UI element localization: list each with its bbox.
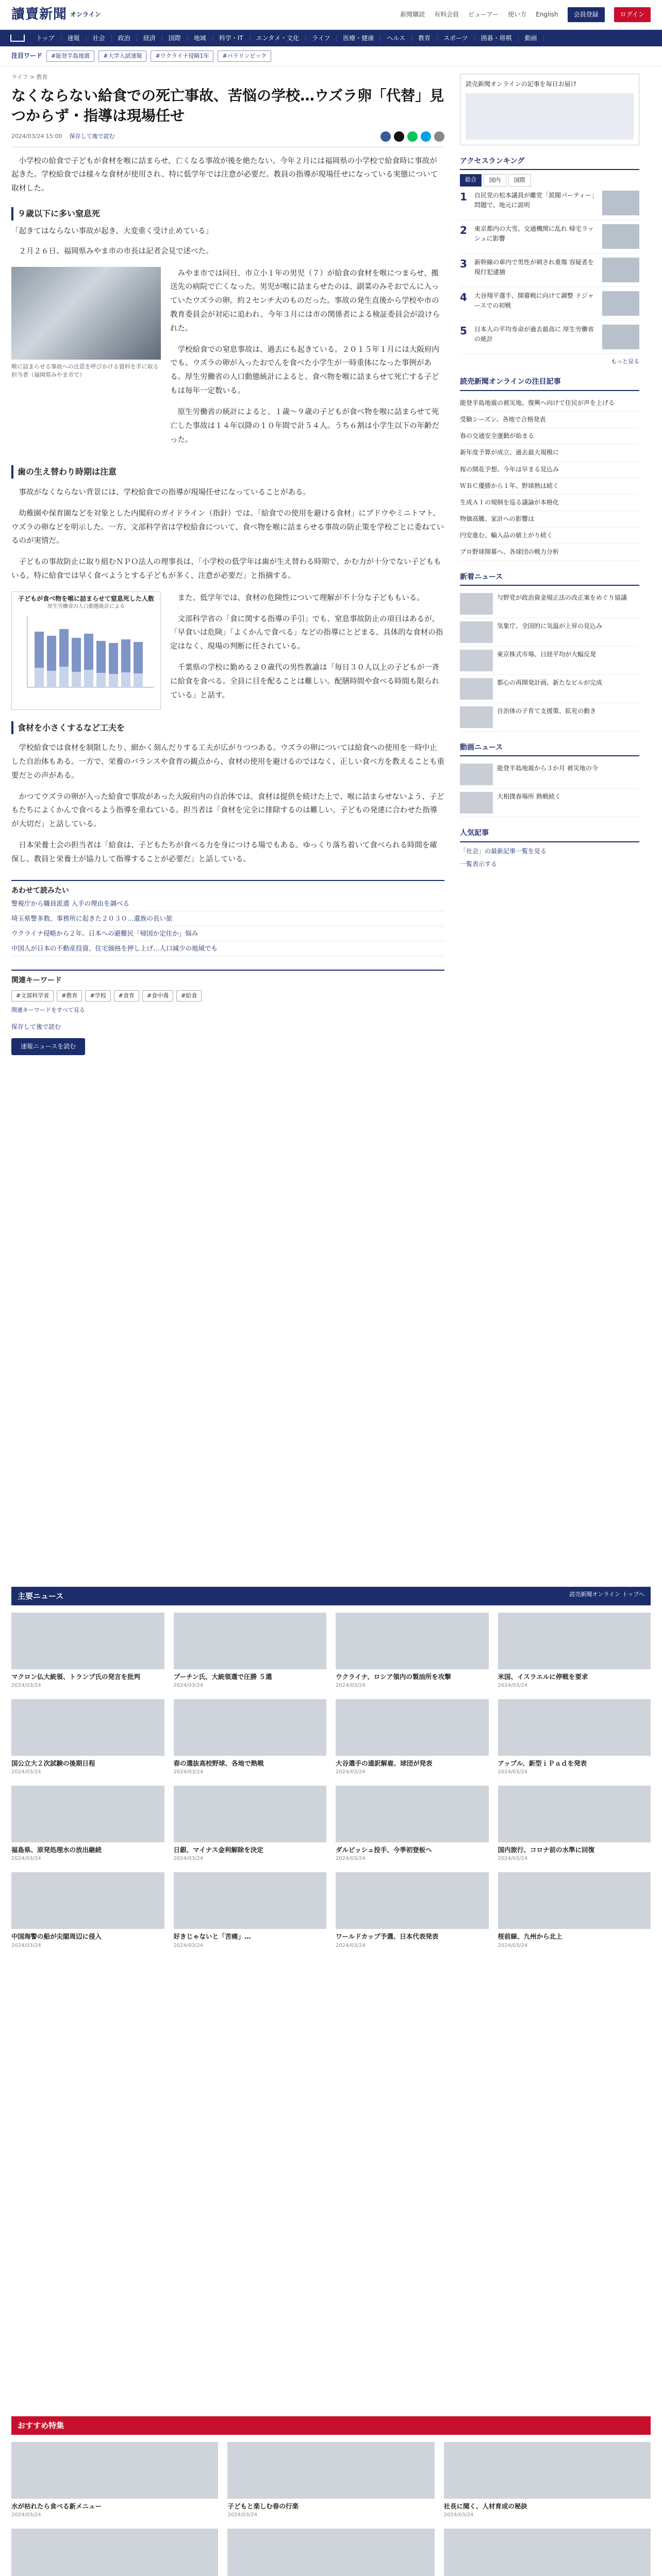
x-icon[interactable] xyxy=(394,131,404,142)
article-photo xyxy=(11,267,161,454)
popular-link[interactable]: 「社会」の最新記事一覧を見る xyxy=(460,847,547,855)
rank-thumbnail xyxy=(602,291,639,316)
chart-box xyxy=(11,591,161,710)
card-image xyxy=(11,1786,164,1842)
card-title: 福島県、原発処理水の放出継続 xyxy=(11,1846,102,1854)
news-card[interactable] xyxy=(336,1699,489,1776)
card-date: 2024/03/24 xyxy=(11,1769,41,1775)
card-image xyxy=(498,1872,651,1929)
share-buttons xyxy=(380,131,444,142)
breadcrumb[interactable]: ライフ > 教育 xyxy=(11,73,48,80)
video-title: 大相撲春場所 熱戦続く xyxy=(497,793,561,801)
nav-item[interactable]: トップ xyxy=(30,35,61,42)
rank-number: 5 xyxy=(460,324,467,337)
nav-item[interactable]: 科学・IT xyxy=(213,35,250,42)
news-card[interactable] xyxy=(336,1613,489,1690)
card-date: 2024/03/24 xyxy=(498,1856,528,1862)
related-list xyxy=(11,896,444,956)
header-link[interactable]: 有料会員 xyxy=(434,10,459,18)
pick-item[interactable]: 生成ＡＩの規制を巡る議論が本格化 xyxy=(460,495,639,511)
card-title: マクロン仏大統領、トランプ氏の発言を批判 xyxy=(11,1673,141,1681)
header-link[interactable]: 新聞購読 xyxy=(400,10,425,18)
news-item[interactable] xyxy=(460,590,639,618)
nav-item[interactable]: 医療・健康 xyxy=(337,35,380,42)
main-news-heading xyxy=(11,1587,651,1605)
trend-tag[interactable]: #能登半島地震 xyxy=(46,50,94,62)
news-title: 与野党が政治資金規正法の改正案をめぐり協議 xyxy=(497,594,627,602)
news-thumbnail xyxy=(460,621,493,643)
header-link[interactable]: 使い方 xyxy=(508,10,527,18)
line-icon[interactable] xyxy=(407,131,418,142)
keyword-more-link[interactable]: 関連キーワードをすべて見る xyxy=(11,1006,85,1013)
recommend-heading xyxy=(11,2416,651,2435)
chart-row xyxy=(11,591,444,710)
keyword-tag[interactable]: #食中毒 xyxy=(142,990,173,1002)
nav-item[interactable]: スポーツ xyxy=(437,35,475,42)
card-image xyxy=(227,2529,434,2576)
related-link[interactable]: 埼玉県警多数、事務所に起きた２０３０…遺族の長い旅 xyxy=(11,911,444,926)
ranking-tabs xyxy=(460,174,639,187)
card-date: 2024/03/24 xyxy=(498,1942,528,1948)
news-card[interactable] xyxy=(444,2529,651,2576)
bookmark-link[interactable]: 保存して後で読む xyxy=(11,1023,61,1030)
pick-item[interactable]: 物価高騰、家計への影響は xyxy=(460,511,639,528)
rank-number: 1 xyxy=(460,190,467,203)
top-header xyxy=(0,0,662,30)
rank-thumbnail xyxy=(602,191,639,215)
nav-item[interactable]: 動画 xyxy=(519,35,544,42)
card-image xyxy=(11,1613,164,1669)
sidebar xyxy=(460,66,639,1055)
card-title: 桜前線、九州から北上 xyxy=(498,1933,562,1941)
pick-item[interactable]: 受験シーズン、各地で合格発表 xyxy=(460,412,639,428)
card-date: 2024/03/24 xyxy=(11,1683,41,1689)
related-heading: あわせて読みたい xyxy=(11,880,444,896)
article-title: なくならない給食での死亡事故、苦悩の学校…ウズラ卵「代替」見つからず・指導は現場任せ xyxy=(11,87,444,125)
ranking-item[interactable] xyxy=(460,220,639,253)
card-date: 2024/03/24 xyxy=(227,2512,257,2518)
news-title: 東京株式市場、日経平均が大幅反発 xyxy=(497,651,597,658)
paragraph: 学校給食での窒息事故は、過去にも起きている。２０１５年１月には大阪府内でも、ウズラの卵が入ったおでんを食べた小学生が一時重体になった事例がある。厚生労働省の人口動態統計によると、食べ物を喉に詰まらせて死亡する子どもは毎年一定数いる。 xyxy=(170,345,439,396)
nav-item[interactable]: 教育 xyxy=(412,35,437,42)
news-card[interactable] xyxy=(11,1872,164,1950)
quote: 「起きてはならない事故が起き、大変重く受け止めている」 xyxy=(11,227,213,235)
rank-number: 2 xyxy=(460,224,467,236)
card-date: 2024/03/24 xyxy=(173,1769,204,1775)
header-link[interactable]: English xyxy=(536,10,558,18)
card-date: 2024/03/24 xyxy=(336,1942,366,1948)
paragraph: 千葉県の学校に勤める２０歳代の男性教諭は「毎日３０人以上の子どもが一斉に給食を食べる。全員に目を配ることは難しい。配膳時間や食べる時間も限られている」と話す。 xyxy=(170,664,439,700)
pick-item[interactable]: ＷＢＣ優勝から１年、野球熱は続く xyxy=(460,478,639,495)
paragraph: また、低学年では、食材の危険性について理解が不十分な子どももいる。 xyxy=(177,594,424,602)
card-date: 2024/03/24 xyxy=(498,1769,528,1775)
subheading: 歯の生え替わり時期は注意 xyxy=(11,465,444,479)
ranking-tab[interactable]: 国内 xyxy=(484,174,506,187)
card-date: 2024/03/24 xyxy=(173,1683,204,1689)
rank-title: 日本人の平均寿命が過去最高に 厚生労働省の統計 xyxy=(474,325,594,343)
rank-thumbnail xyxy=(602,325,639,349)
nav-item[interactable]: 国際 xyxy=(162,35,188,42)
new-news-heading: 新着ニュース xyxy=(460,571,639,586)
chart-bar xyxy=(72,672,81,687)
site-logo[interactable]: 讀賣新聞 xyxy=(11,6,68,22)
card-image xyxy=(336,1613,489,1669)
card-date: 2024/03/24 xyxy=(173,1942,204,1948)
article-main xyxy=(11,66,444,1055)
card-image xyxy=(174,1786,327,1842)
popular-heading: 人気記事 xyxy=(460,827,639,842)
chart-source: 厚生労働省の人口動態統計による xyxy=(47,604,125,610)
news-button[interactable]: 速報ニュースを読む xyxy=(11,1038,85,1055)
news-card[interactable] xyxy=(174,1872,327,1950)
card-title: アップル、新型ｉＰａｄを発表 xyxy=(498,1759,587,1768)
card-title: 米国、イスラエルに停戦を要求 xyxy=(498,1673,588,1681)
header-links xyxy=(400,7,651,22)
rank-title: 新幹線の車内で男性が刺され重傷 容疑者を現行犯逮捕 xyxy=(474,258,594,276)
article-meta xyxy=(11,131,444,147)
nav-item[interactable]: ライフ xyxy=(306,35,337,42)
news-card[interactable] xyxy=(336,1786,489,1863)
more-link[interactable]: 一覧表示する xyxy=(460,860,498,868)
video-thumbnail xyxy=(460,792,493,814)
chart-bar xyxy=(96,673,106,687)
news-title: 都心の再開発計画、新たなビルが完成 xyxy=(497,679,603,687)
logo-subtitle: オンライン xyxy=(70,10,101,18)
video-list xyxy=(460,760,639,817)
nav-item[interactable]: 政治 xyxy=(112,35,137,42)
news-item[interactable] xyxy=(460,647,639,675)
news-item[interactable] xyxy=(460,618,639,647)
card-title: 水が枯れたら食べる新メニュー xyxy=(11,2502,102,2510)
card-image xyxy=(174,1613,327,1669)
news-title: 自治体の子育て支援策、拡充の動き xyxy=(497,707,597,715)
pick-item[interactable]: 能登半島地震の被災地、復興へ向けて住民が声を上げる xyxy=(460,395,639,412)
chart-bar xyxy=(84,670,93,687)
pick-item[interactable]: プロ野球開幕へ、各球団の戦力分析 xyxy=(460,544,639,561)
register-button[interactable]: 会員登録 xyxy=(568,7,605,22)
paragraph: 原生労働省の統計によると、１歳～９歳の子どもが食べ物を喉に詰まらせて死亡した事故は１４年以降の１０年間で計５４人。うち６割は小学生以下の年齢だった。 xyxy=(170,408,439,444)
video-item[interactable] xyxy=(460,760,639,789)
paragraph: 小学校の給食で子どもが食材を喉に詰まらせ、亡くなる事故が後を絶たない。今年２月には福岡県の小学校で給食時に事故が起きた。学校給食では様々な食材が使用され、特に低学年では注意が必要だ。教員の指導が現場任せになっている実態について取材した。 xyxy=(11,157,438,193)
news-card[interactable] xyxy=(227,2529,434,2576)
content-wrap xyxy=(0,66,662,1055)
video-item[interactable] xyxy=(460,789,639,817)
card-date: 2024/03/24 xyxy=(11,2512,41,2518)
video-title: 能登半島地震から３か月 被災地の今 xyxy=(497,765,598,772)
card-title: 国公立大２次試験の後期日程 xyxy=(11,1759,95,1768)
rank-number: 3 xyxy=(460,257,467,270)
card-title: 春の選抜高校野球、各地で熱戦 xyxy=(173,1759,264,1768)
card-title: ダルビッシュ投手、今季初登板へ xyxy=(336,1846,432,1854)
keyword-tag[interactable]: #教育 xyxy=(57,990,82,1002)
card-image xyxy=(227,2442,434,2499)
card-title: 大谷選手の通訳解雇、球団が発表 xyxy=(336,1759,433,1768)
pick-item[interactable]: 円安進む、輸入品の値上がり続く xyxy=(460,528,639,544)
paragraph: 幼稚園や保育園などを対象とした内閣府のガイドライン（指針）では、「給食での使用を避ける食材」にブドウやミニトマト、ウズラの卵などを明示した。一方、文部科学省は学校給食について、食べ物を喉に詰まらせる事故の防止策を学校ごとに委ねているのが実情だ。 xyxy=(11,509,444,546)
card-title: 社長に聞く、人材育成の秘訣 xyxy=(443,2502,527,2510)
card-title: ウクライナ、ロシア領内の製油所を攻撃 xyxy=(336,1673,451,1681)
chart-bar xyxy=(35,668,44,687)
card-image xyxy=(498,1786,651,1842)
pick-item[interactable]: 桜の開花予想、今年は早まる見込み xyxy=(460,462,639,478)
news-card[interactable] xyxy=(11,2442,218,2519)
paragraph: 子どもの事故防止に取り組むＮＰＯ法人の理事長は、「小学校の低学年は歯が生え替わる時期で、かむ力が十分でない子どももいる。特に給食では早く食べようとする子どもが多く、注意が必要だ」と指摘する。 xyxy=(11,558,441,580)
news-card[interactable] xyxy=(174,1613,327,1690)
subheading: ９歳以下に多い窒息死 xyxy=(11,207,444,221)
hatena-icon[interactable] xyxy=(421,131,431,142)
rank-title: 自民党の松本議員が離党「派閥パーティー」問題で、地元に説明 xyxy=(474,191,598,209)
news-card[interactable] xyxy=(498,1613,651,1690)
paragraph: 事故がなくならない背景には、学校給食での指導が現場任せになっていることがある。 xyxy=(19,488,310,497)
recommend-section xyxy=(0,2416,662,2576)
chart-bar xyxy=(47,671,56,687)
card-date: 2024/03/24 xyxy=(11,1856,41,1862)
news-card[interactable] xyxy=(11,2529,218,2576)
news-item[interactable] xyxy=(460,675,639,703)
chart-bar xyxy=(134,673,143,687)
rank-number: 4 xyxy=(460,291,467,303)
card-image xyxy=(11,1699,164,1756)
news-card[interactable] xyxy=(498,1699,651,1776)
trend-tag[interactable]: #大学入試速報 xyxy=(98,50,146,62)
paragraph: かつてウズラの卵が入った給食で事故があった大阪府内の自治体では、食材は提供を続けた上で、喉に詰まらせないよう、子どもたちによくかんで食べるよう指導を重ねている。担当者は「食材を完全に排除するのは難しい。子どもの発達に合わせた指導が大切だ」と話している。 xyxy=(11,792,444,829)
card-image xyxy=(11,2442,218,2499)
paragraph: ２月２６日、福岡県みやま市の市長は記者会見で述べた。 xyxy=(19,247,213,256)
sidebar-ad[interactable] xyxy=(460,74,639,145)
pick-item[interactable]: 春の交通安全運動が始まる xyxy=(460,428,639,445)
card-image xyxy=(444,2442,651,2499)
news-thumbnail xyxy=(460,593,493,615)
nav-item[interactable]: エンタメ・文化 xyxy=(250,35,306,42)
card-date: 2024/03/24 xyxy=(498,1683,528,1689)
chart-svg xyxy=(15,611,157,699)
related-link[interactable]: 中国人が日本の不動産投資、住宅価格を押し上げ…人口減少の地域でも xyxy=(11,941,444,956)
chart-title: 子どもが食べ物を喉に詰まらせて窒息死した人数 xyxy=(18,595,154,602)
card-date: 2024/03/24 xyxy=(11,1942,41,1948)
access-ranking-list xyxy=(460,187,639,354)
access-ranking-heading: アクセスランキング xyxy=(460,156,639,170)
card-image xyxy=(336,1872,489,1929)
photo-image[interactable] xyxy=(11,267,161,360)
keyword-heading: 関連キーワード xyxy=(11,970,444,986)
news-card[interactable] xyxy=(174,1786,327,1863)
paragraph: みやま市では同日、市立小１年の男児（７）が給食の食材を喉につまらせ、搬送先の病院で亡くなった。男児が喉に詰まらせたのは、副菜のみそおでんに入っていたウズラの卵。約２センチ大のものだった。事故の発生直後から学校や市の教育委員会が対応に追われ、今年３月には市の関係者による検証委員会が設けられた。 xyxy=(170,269,440,333)
copy-link-icon[interactable] xyxy=(434,131,444,142)
card-title: 国内旅行、コロナ前の水準に回復 xyxy=(498,1846,595,1854)
ranking-more-link[interactable]: もっと見る xyxy=(611,358,639,365)
trend-label: 注目ワード xyxy=(11,52,43,60)
news-thumbnail xyxy=(460,678,493,700)
paragraph: 日本栄養士会の担当者は「給食は、子どもたちが食べる力を身につける場でもある。ゆっくり落ち着いて食べられる時間を確保し、教員と栄養士が協力して指導することが必要だ」と話している。 xyxy=(11,841,438,863)
video-heading: 動画ニュース xyxy=(460,742,639,756)
nav-item[interactable]: ヘルス xyxy=(380,35,412,42)
picks-list xyxy=(460,395,639,561)
news-card[interactable] xyxy=(11,1613,164,1690)
keyword-tag[interactable]: #学校 xyxy=(85,990,110,1002)
rank-thumbnail xyxy=(602,224,639,249)
rank-title: 大谷翔平選手、開幕戦に向けて調整 ドジャースでの初戦 xyxy=(474,292,594,309)
news-card[interactable] xyxy=(11,1699,164,1776)
header-link[interactable]: ビューアー xyxy=(468,10,499,18)
card-date: 2024/03/24 xyxy=(336,1856,366,1862)
card-date: 2024/03/24 xyxy=(336,1683,366,1689)
news-card[interactable] xyxy=(11,1786,164,1863)
ranking-item[interactable] xyxy=(460,187,639,220)
card-title: 好きじゃないと「苦痛」… xyxy=(173,1933,251,1941)
main-news-title: 主要ニュース xyxy=(18,1591,64,1601)
chart-bar xyxy=(59,667,69,687)
nav-item[interactable]: 社会 xyxy=(87,35,112,42)
pick-item[interactable]: 新年度予算が成立、過去最大規模に xyxy=(460,445,639,461)
ranking-item[interactable] xyxy=(460,253,639,287)
news-card[interactable] xyxy=(227,2442,434,2519)
news-title: 気象庁、全国的に気温が上昇の見込み xyxy=(497,622,603,630)
home-icon[interactable] xyxy=(10,35,25,42)
keyword-tag[interactable]: #給食 xyxy=(176,990,202,1002)
nav-item[interactable]: 速報 xyxy=(61,35,87,42)
picks-heading: 読売新聞オンラインの注目記事 xyxy=(460,376,639,391)
card-image xyxy=(444,2529,651,2576)
chart-bar xyxy=(109,674,118,687)
main-news-section xyxy=(0,1587,662,1957)
nav-item[interactable]: 経済 xyxy=(137,35,162,42)
card-image xyxy=(174,1872,327,1929)
video-thumbnail xyxy=(460,764,493,785)
news-card[interactable] xyxy=(174,1699,327,1776)
card-image xyxy=(336,1786,489,1842)
ranking-item[interactable] xyxy=(460,320,639,354)
paragraph: 学校給食では食材を制限したり、細かく刻んだりする工夫が広がりつつある。ウズラの卵については給食への使用を一時中止した自治体もある。一方で、栄養のバランスや食育の観点から、食材の使用を避けるのではなく、正しい食べ方を教えることも重要だとの声がある。 xyxy=(11,744,444,780)
card-image xyxy=(11,2529,218,2576)
login-button[interactable]: ログイン xyxy=(614,7,651,22)
card-title: 中国海警の船が尖閣周辺に侵入 xyxy=(11,1933,102,1941)
rank-title: 東京都内の大雪、交通機関に乱れ 帰宅ラッシュに影響 xyxy=(474,225,594,242)
card-title: 日銀、マイナス金利解除を決定 xyxy=(173,1846,263,1854)
trend-tag[interactable]: #ウクライナ侵略1年 xyxy=(151,50,213,62)
nav-item[interactable]: 地域 xyxy=(188,35,213,42)
ad-image xyxy=(466,93,634,140)
main-nav xyxy=(0,30,662,46)
photo-caption: 喉に詰まらせる事故への注意を呼びかける資料を手に取る担当者（福岡県みやま市で） xyxy=(11,363,159,379)
new-news-list xyxy=(460,590,639,732)
subheading: 食材を小さくするなど工夫を xyxy=(11,721,444,735)
card-image xyxy=(336,1699,489,1756)
card-title: 子どもと楽しむ春の行楽 xyxy=(227,2502,299,2510)
ad-text: 読売新聞オンラインの記事を毎日お届け xyxy=(466,80,577,88)
keyword-tag[interactable]: #食育 xyxy=(114,990,139,1002)
news-card[interactable] xyxy=(498,1872,651,1950)
chart-bar xyxy=(121,672,130,687)
trend-tag[interactable]: #パラリンピック xyxy=(218,50,271,62)
paragraph: 文部科学省の「食に関する指導の手引」でも、窒息事故防止の項目はあるが、「早食いは危険」「よくかんで食べる」などの指導にとどまる。具体的な食材の指定はなく、現場の判断に任されている。 xyxy=(170,615,443,651)
recommend-grid xyxy=(11,2435,651,2576)
bookmark-link[interactable]: 保存して後で読む xyxy=(69,132,115,140)
related-link[interactable]: 警視庁から職員派遣 入手の理由を調べる xyxy=(11,896,444,911)
card-date: 2024/03/24 xyxy=(443,2512,474,2518)
recommend-title: おすすめ特集 xyxy=(18,2421,64,2430)
news-item[interactable] xyxy=(460,703,639,732)
news-card[interactable] xyxy=(336,1872,489,1950)
photo-row xyxy=(11,267,444,454)
card-title: プーチン氏、大統領選で圧勝 ５選 xyxy=(173,1673,272,1681)
main-news-grid xyxy=(11,1605,651,1957)
news-card[interactable] xyxy=(444,2442,651,2519)
keyword-list xyxy=(11,990,444,1002)
ranking-tab[interactable]: 国際 xyxy=(508,174,531,187)
news-card[interactable] xyxy=(498,1786,651,1863)
card-image xyxy=(11,1872,164,1929)
card-image xyxy=(498,1613,651,1669)
related-link[interactable]: ウクライナ侵略から２年、日本への避難民「帰国か定住か」悩み xyxy=(11,926,444,941)
article-date: 2024/03/24 15:00 xyxy=(11,132,62,140)
card-title: ワールドカップ予選、日本代表発表 xyxy=(336,1933,439,1941)
ranking-tab[interactable]: 総合 xyxy=(460,174,482,187)
news-thumbnail xyxy=(460,650,493,671)
ranking-item[interactable] xyxy=(460,287,639,320)
card-image xyxy=(498,1699,651,1756)
keyword-tag[interactable]: #文部科学省 xyxy=(11,990,54,1002)
facebook-icon[interactable] xyxy=(380,131,391,142)
news-thumbnail xyxy=(460,706,493,728)
rank-thumbnail xyxy=(602,258,639,282)
card-image xyxy=(174,1699,327,1756)
trend-bar xyxy=(0,46,662,66)
card-date: 2024/03/24 xyxy=(173,1856,204,1862)
card-date: 2024/03/24 xyxy=(336,1769,366,1775)
nav-item[interactable]: 囲碁・将棋 xyxy=(475,35,519,42)
main-news-more[interactable]: 読売新聞オンライン トップへ xyxy=(569,1591,644,1598)
